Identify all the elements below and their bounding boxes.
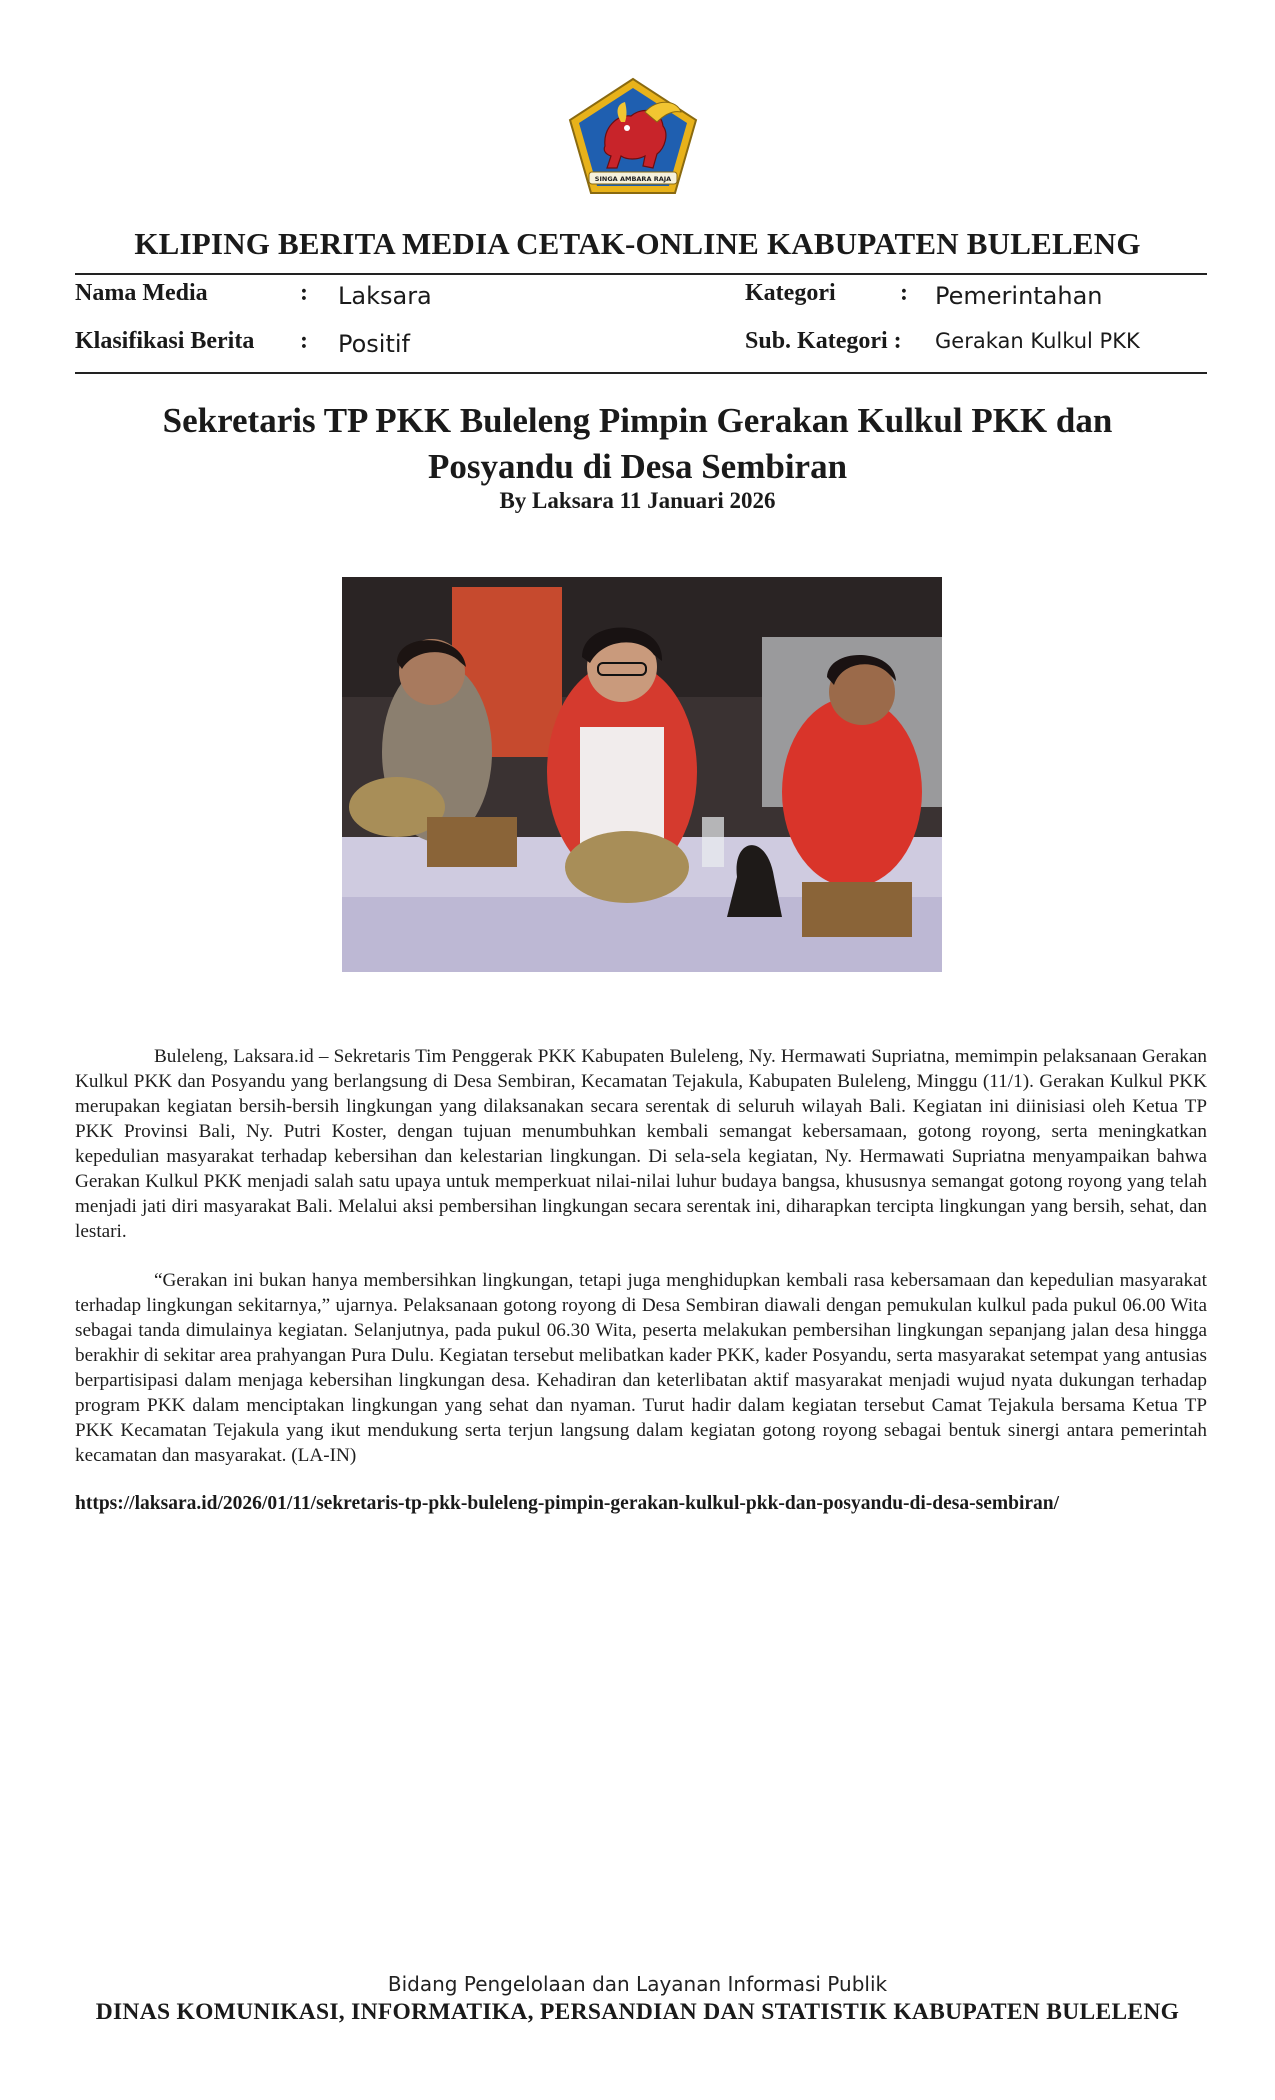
media-label: Nama Media	[75, 280, 208, 306]
paragraph-1-text: Buleleng, Laksara.id – Sekretaris Tim Penggerak PKK Kabupaten Buleleng, Ny. Hermawati Supriatna, memimpin pelaksanaan Gerakan Kulkul PKK dan Posyandu yang berlangsung di Desa Sembiran, Kecamatan Tejakula, Kabupaten Buleleng, Minggu (11/1). Gerakan Kulkul PKK merupakan kegiatan bersih-bersih lingkungan yang dilaksanakan secara serentak di seluruh wilayah Bali. Kegiatan ini diinisiasi oleh Ketua TP PKK Provinsi Bali, Ny. Putri Koster, dengan tujuan menumbuhkan kembali semangat kebersamaan, gotong royong, serta meningkatkan kepedulian masyarakat terhadap kebersihan dan kelestarian lingkungan. Di sela-sela kegiatan, Ny. Hermawati Supriatna menyampaikan bahwa Gerakan Kulkul PKK menjadi salah satu upaya untuk memperkuat nilai-nilai luhur budaya bangsa, khususnya semangat gotong royong yang telah menjadi jati diri masyarakat Bali. Melalui aksi pembersihan lingkungan secara serentak ini, diharapkan tercipta lingkungan yang bersih, sehat, dan lestari.	[75, 1046, 1207, 1242]
classification-value: Positif	[338, 330, 410, 358]
footer-division: Bidang Pengelolaan dan Layanan Informasi Publik	[387, 1972, 888, 1996]
subcategory-label: Sub. Kategori :	[745, 328, 902, 354]
top-divider	[75, 273, 1207, 275]
article-headline	[100, 398, 1175, 490]
classification-label: Klasifikasi Berita	[75, 328, 255, 354]
article-paragraph-2	[75, 1268, 1207, 1468]
paragraph-2-text: “Gerakan ini bukan hanya membersihkan lingkungan, tetapi juga menghidupkan kembali rasa kebersamaan dan kepedulian masyarakat terhadap lingkungan sekitarnya,” ujarnya. Pelaksanaan gotong royong di Desa Sembiran diawali dengan pemukulan kulkul pada pukul 06.00 Wita sebagai tanda dimulainya kegiatan. Selanjutnya, pada pukul 06.30 Wita, peserta melakukan pembersihan lingkungan sepanjang jalan desa hingga berakhir di sekitar area prahyangan Pura Dulu. Kegiatan tersebut melibatkan kader PKK, kader Posyandu, serta masyarakat setempat yang antusias berpartisipasi dalam menjaga kebersihan lingkungan desa. Kehadiran dan keterlibatan aktif masyarakat menjadi wujud nyata dukungan terhadap program PKK dalam menciptakan lingkungan yang sehat dan nyaman. Turut hadir dalam kegiatan tersebut Camat Tejakula bersama Ketua TP PKK Kecamatan Tejakula yang ikut mendukung serta terjun langsung dalam kegiatan gotong royong sebagai bentuk sinergi antara pemerintah kecamatan dan masyarakat. (LA-IN)	[75, 1270, 1207, 1466]
article-photo	[342, 577, 942, 972]
bottom-divider	[75, 372, 1207, 374]
headline-line-2: Posyandu di Desa Sembiran	[427, 447, 848, 486]
article-paragraph-1	[75, 1044, 1207, 1244]
buleleng-emblem-logo	[565, 76, 701, 198]
article-byline: By Laksara 11 Januari 2026	[499, 488, 776, 513]
document-title: KLIPING BERITA MEDIA CETAK-ONLINE KABUPATEN BULELENG	[134, 226, 1141, 261]
category-label: Kategori	[745, 280, 836, 306]
category-value: Pemerintahan	[935, 282, 1103, 310]
media-value: Laksara	[338, 282, 432, 310]
classification-colon: :	[300, 328, 308, 354]
footer-agency: DINAS KOMUNIKASI, INFORMATIKA, PERSANDIAN DAN STATISTIK KABUPATEN BULELENG	[95, 1999, 1180, 2025]
source-url-link[interactable]: https://laksara.id/2026/01/11/sekretaris-tp-pkk-buleleng-pimpin-gerakan-kulkul-pkk-dan-posyandu-di-desa-sembiran/	[75, 1493, 1060, 1514]
logo-caption: SINGA AMBARA RAJA	[594, 175, 672, 183]
category-colon: :	[900, 280, 908, 306]
subcategory-value: Gerakan Kulkul PKK	[935, 329, 1140, 353]
media-colon: :	[300, 280, 308, 306]
headline-line-1: Sekretaris TP PKK Buleleng Pimpin Gerakan Kulkul PKK dan	[162, 401, 1113, 440]
